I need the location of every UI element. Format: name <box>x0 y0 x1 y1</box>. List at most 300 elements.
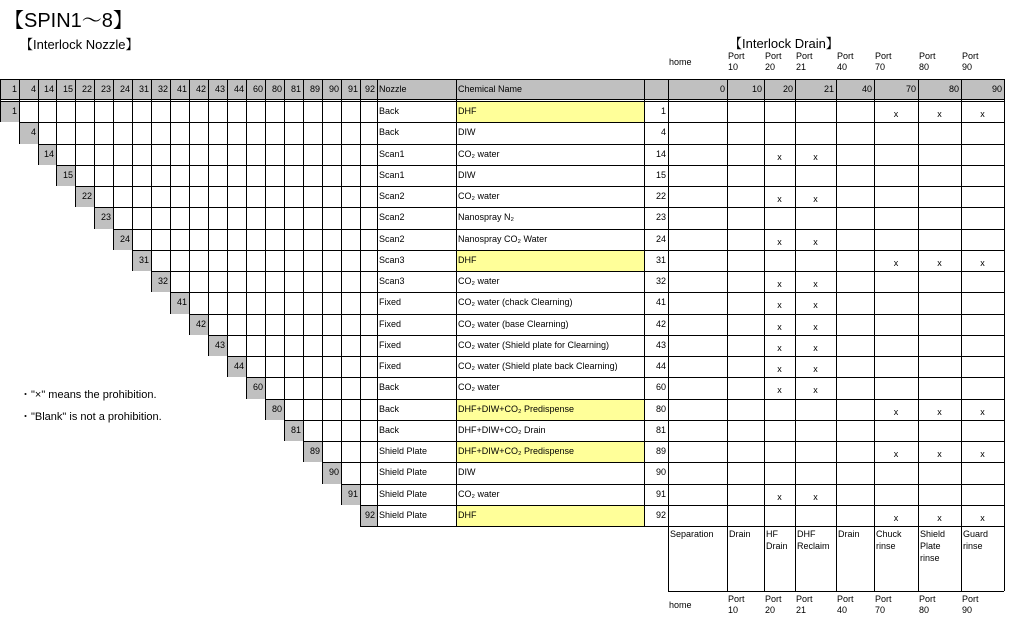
interlock-mark-cell <box>727 144 764 165</box>
interlock-mark-cell <box>727 122 764 143</box>
drain-value-header: 20 <box>764 79 795 99</box>
nozzle-name-cell: Fixed <box>379 361 402 371</box>
interlock-mark-cell: x <box>893 257 899 268</box>
interlock-mark-cell <box>668 271 727 292</box>
chemical-name-cell: CO₂ water (base Clearning) <box>458 318 569 329</box>
grid-line <box>19 122 1004 123</box>
note-blank: ・"Blank" is not a prohibition. <box>20 411 162 423</box>
interlock-mark-cell <box>874 462 918 483</box>
interlock-mark-cell <box>961 420 1004 441</box>
diagonal-nozzle-cell: 81 <box>284 420 303 441</box>
interlock-mark-cell <box>836 122 874 143</box>
interlock-mark-cell: x <box>813 385 818 396</box>
drain-port-label-bottom: Port 10 <box>728 594 745 615</box>
nozzle-col-header: 90 <box>322 79 341 99</box>
grid-line <box>668 79 669 591</box>
interlock-mark-cell <box>727 186 764 207</box>
interlock-mark-cell <box>918 462 961 483</box>
interlock-mark-cell <box>764 462 795 483</box>
interlock-mark-cell <box>918 292 961 313</box>
interlock-mark-cell <box>727 441 764 462</box>
nozzle-col-header: 60 <box>246 79 265 99</box>
drain-home-label: home <box>669 57 692 67</box>
row-number-cell: 90 <box>655 467 666 478</box>
separation-cell: Guard rinse <box>963 529 989 551</box>
nozzle-name-cell: Fixed <box>379 297 402 308</box>
interlock-mark-cell <box>668 207 727 228</box>
interlock-mark-cell: x <box>937 449 942 459</box>
interlock-mark-cell <box>668 356 727 377</box>
diagonal-nozzle-cell: 44 <box>227 356 246 377</box>
chemical-name-cell: CO₂ water (chack Clearning) <box>458 297 573 308</box>
nozzle-name-cell: Scan1 <box>379 169 405 180</box>
nozzle-name-cell: Shield Plate <box>379 488 428 499</box>
interlock-mark-cell <box>795 462 836 483</box>
nozzle-name-cell: Scan2 <box>379 212 405 223</box>
drain-port-label-bottom: Port 40 <box>837 594 854 615</box>
interlock-mark-cell <box>836 250 874 271</box>
grid-line <box>94 79 95 229</box>
interlock-mark-cell <box>795 165 836 186</box>
interlock-mark-cell: x <box>893 406 899 417</box>
nozzle-col-header: 31 <box>132 79 151 99</box>
interlock-mark-cell <box>727 484 764 505</box>
interlock-mark-cell <box>836 462 874 483</box>
interlock-mark-cell: x <box>980 512 985 523</box>
grid-line <box>208 79 209 356</box>
interlock-mark-cell <box>727 377 764 398</box>
nozzle-col-header: 89 <box>303 79 322 99</box>
grid-line <box>56 165 1004 166</box>
grid-line <box>360 526 1004 527</box>
interlock-mark-cell <box>668 377 727 398</box>
nozzle-name-cell: Scan2 <box>379 233 405 244</box>
interlock-mark-cell <box>795 505 836 526</box>
interlock-mark-cell: x <box>980 257 985 268</box>
interlock-mark-cell: x <box>893 512 899 523</box>
interlock-mark-cell <box>764 399 795 420</box>
nozzle-name-cell: Shield Plate <box>379 509 428 520</box>
interlock-mark-cell: x <box>937 109 942 119</box>
interlock-mark-cell <box>795 207 836 228</box>
interlock-mark-cell <box>961 165 1004 186</box>
interlock-mark-cell <box>836 292 874 313</box>
interlock-mark-cell <box>668 335 727 356</box>
diagonal-nozzle-cell: 32 <box>151 271 170 292</box>
nozzle-col-header: 14 <box>38 79 56 99</box>
interlock-mark-cell <box>836 377 874 398</box>
chemical-name-cell: CO₂ water <box>458 488 500 499</box>
chemical-name-cell: CO₂ water <box>458 276 500 286</box>
interlock-mark-cell <box>727 165 764 186</box>
grid-line <box>227 356 1004 357</box>
interlock-mark-cell <box>961 144 1004 165</box>
grid-line <box>38 144 1004 145</box>
grid-line <box>341 484 1004 485</box>
grid-line <box>265 399 1004 400</box>
interlock-mark-cell: x <box>813 279 818 289</box>
grid-line <box>322 79 323 484</box>
interlock-mark-cell: x <box>813 342 818 353</box>
interlock-mark-cell <box>874 292 918 313</box>
interlock-mark-cell <box>961 229 1004 250</box>
nozzle-name-cell: Back <box>379 403 400 414</box>
interlock-mark-cell <box>836 356 874 377</box>
interlock-mark-cell <box>764 165 795 186</box>
interlock-mark-cell: x <box>777 364 782 374</box>
chemical-name-cell: DHF <box>456 250 644 271</box>
interlock-mark-cell <box>668 144 727 165</box>
nozzle-name-cell: Fixed <box>379 318 402 329</box>
interlock-mark-cell <box>836 229 874 250</box>
nozzle-header: Nozzle <box>377 79 456 99</box>
interlock-mark-cell <box>836 441 874 462</box>
nozzle-name-cell: Back <box>379 127 400 138</box>
grid-line <box>918 79 919 591</box>
row-number-cell: 31 <box>655 254 666 265</box>
row-number-cell: 42 <box>655 318 666 329</box>
drain-port-label: Port 10 <box>728 51 745 72</box>
row-number-cell: 91 <box>655 488 666 499</box>
nozzle-col-header: 1 <box>0 79 19 99</box>
interlock-mark-cell <box>961 335 1004 356</box>
interlock-mark-cell <box>727 314 764 335</box>
interlock-mark-cell <box>727 271 764 292</box>
grid-line <box>208 335 1004 336</box>
diagonal-nozzle-cell: 14 <box>38 144 56 165</box>
interlock-mark-cell <box>918 165 961 186</box>
interlock-mark-cell <box>874 314 918 335</box>
row-number-cell: 1 <box>660 106 666 116</box>
nozzle-col-header: 32 <box>151 79 170 99</box>
chemical-name-cell: DIW <box>458 169 476 180</box>
interlock-mark-cell <box>668 484 727 505</box>
interlock-mark-cell <box>918 377 961 398</box>
drain-port-label: Port 20 <box>765 51 782 72</box>
nozzle-name-cell: Scan3 <box>379 276 405 286</box>
row-number-cell: 89 <box>655 446 666 456</box>
nozzle-name-cell: Scan3 <box>379 254 405 265</box>
interlock-mark-cell: x <box>777 279 782 289</box>
separation-cell: Shield Plate rinse <box>920 529 946 563</box>
interlock-mark-cell <box>836 420 874 441</box>
interlock-mark-cell: x <box>777 491 782 502</box>
nozzle-col-header: 4 <box>19 79 38 99</box>
interlock-mark-cell <box>961 271 1004 292</box>
interlock-mark-cell: x <box>777 236 782 247</box>
interlock-mark-cell <box>836 144 874 165</box>
grid-line <box>668 591 1004 592</box>
interlock-mark-cell <box>836 505 874 526</box>
interlock-mark-cell: x <box>813 321 818 332</box>
grid-line <box>284 79 285 441</box>
nozzle-col-header: 80 <box>265 79 284 99</box>
drain-port-label-bottom: Port 21 <box>796 594 813 615</box>
interlock-mark-cell <box>961 484 1004 505</box>
nozzle-name-cell: Scan1 <box>379 148 405 159</box>
row-number-cell: 60 <box>655 382 666 393</box>
grid-line <box>246 79 247 399</box>
nozzle-name-cell: Scan2 <box>379 191 405 201</box>
interlock-mark-cell: x <box>813 364 818 374</box>
grid-line <box>132 79 133 271</box>
row-number-cell: 44 <box>655 361 666 371</box>
interlock-mark-cell <box>961 377 1004 398</box>
interlock-drain-label: 【Interlock Drain】 <box>729 36 839 51</box>
interlock-mark-cell <box>727 420 764 441</box>
separation-cell: HF Drain <box>766 529 788 551</box>
grid-line <box>874 79 875 591</box>
drain-value-header: 90 <box>961 79 1004 99</box>
number-header-blank <box>644 79 668 99</box>
interlock-mark-cell <box>918 484 961 505</box>
diagonal-nozzle-cell: 31 <box>132 250 151 271</box>
interlock-mark-cell <box>795 399 836 420</box>
interlock-mark-cell: x <box>937 406 942 417</box>
nozzle-col-header: 15 <box>56 79 75 99</box>
interlock-mark-cell <box>918 420 961 441</box>
grid-line <box>151 79 152 292</box>
grid-line <box>360 79 361 526</box>
interlock-mark-cell <box>836 484 874 505</box>
interlock-mark-cell <box>918 122 961 143</box>
interlock-mark-cell <box>668 292 727 313</box>
interlock-mark-cell <box>668 462 727 483</box>
interlock-mark-cell <box>668 505 727 526</box>
nozzle-name-cell: Shield Plate <box>379 446 428 456</box>
row-number-cell: 81 <box>655 424 666 435</box>
grid-line <box>189 314 1004 315</box>
grid-line <box>836 79 837 591</box>
chemical-name-cell: Nanospray N₂ <box>458 212 515 223</box>
grid-line <box>75 186 1004 187</box>
nozzle-name-cell: Shield Plate <box>379 467 428 478</box>
grid-line <box>456 79 457 526</box>
drain-port-label-bottom: Port 20 <box>765 594 782 615</box>
separation-cell: Chuck rinse <box>876 529 902 551</box>
nozzle-col-header: 41 <box>170 79 189 99</box>
grid-line <box>764 79 765 591</box>
interlock-mark-cell <box>918 144 961 165</box>
grid-line <box>644 79 645 526</box>
grid-line <box>19 79 20 144</box>
interlock-mark-cell <box>961 356 1004 377</box>
diagonal-nozzle-cell: 91 <box>341 484 360 505</box>
drain-value-header: 10 <box>727 79 764 99</box>
grid-line <box>303 441 1004 442</box>
interlock-mark-cell: x <box>777 321 782 332</box>
interlock-mark-cell <box>836 101 874 122</box>
interlock-mark-cell <box>918 335 961 356</box>
separation-cell: Drain <box>729 529 751 539</box>
interlock-mark-cell <box>727 229 764 250</box>
diagonal-nozzle-cell: 89 <box>303 441 322 462</box>
drain-port-label-bottom: Port 70 <box>875 594 892 615</box>
interlock-mark-cell: x <box>777 151 782 162</box>
drain-port-label: Port 21 <box>796 51 813 72</box>
interlock-mark-cell: x <box>980 449 985 459</box>
grid-line <box>38 79 39 165</box>
diagonal-nozzle-cell: 22 <box>75 186 94 207</box>
row-number-cell: 80 <box>655 403 666 414</box>
diagonal-nozzle-cell: 90 <box>322 462 341 483</box>
grid-line <box>75 79 76 207</box>
interlock-mark-cell: x <box>813 151 818 162</box>
drain-value-header: 70 <box>874 79 918 99</box>
nozzle-col-header: 24 <box>113 79 132 99</box>
interlock-mark-cell <box>874 186 918 207</box>
interlock-mark-cell: x <box>937 257 942 268</box>
diagonal-nozzle-cell: 43 <box>208 335 227 356</box>
interlock-mark-cell <box>874 271 918 292</box>
diagonal-nozzle-cell: 1 <box>0 101 19 122</box>
nozzle-name-cell: Back <box>379 424 400 435</box>
row-number-cell: 23 <box>655 212 666 223</box>
nozzle-col-header: 43 <box>208 79 227 99</box>
nozzle-col-header: 92 <box>360 79 377 99</box>
interlock-mark-cell <box>961 186 1004 207</box>
interlock-mark-cell <box>668 122 727 143</box>
grid-line <box>303 79 304 462</box>
interlock-mark-cell <box>764 207 795 228</box>
interlock-mark-cell <box>874 420 918 441</box>
nozzle-col-header: 42 <box>189 79 208 99</box>
chemical-name-cell: DHF+DIW+CO₂ Drain <box>458 424 546 435</box>
interlock-mark-cell <box>918 229 961 250</box>
interlock-mark-cell <box>668 165 727 186</box>
interlock-mark-cell: x <box>893 449 899 459</box>
interlock-mark-cell <box>668 314 727 335</box>
interlock-mark-cell <box>836 314 874 335</box>
grid-line <box>322 462 1004 463</box>
interlock-mark-cell <box>668 250 727 271</box>
interlock-mark-cell <box>795 420 836 441</box>
grid-line <box>151 271 1004 272</box>
interlock-mark-cell <box>874 165 918 186</box>
interlock-mark-cell <box>727 101 764 122</box>
chemical-name-cell: DHF <box>456 505 644 526</box>
grid-line <box>94 207 1004 208</box>
interlock-mark-cell <box>764 250 795 271</box>
interlock-mark-cell <box>764 122 795 143</box>
interlock-mark-cell <box>764 101 795 122</box>
chemical-name-cell: CO₂ water <box>458 148 500 159</box>
diagonal-nozzle-cell: 4 <box>19 122 38 143</box>
separation-cell: DHF Reclaim <box>797 529 830 551</box>
drain-value-header: 0 <box>668 79 727 99</box>
interlock-mark-cell <box>727 462 764 483</box>
row-number-cell: 22 <box>655 191 666 201</box>
interlock-mark-cell <box>668 229 727 250</box>
interlock-mark-cell <box>874 229 918 250</box>
interlock-mark-cell <box>918 271 961 292</box>
nozzle-col-header: 91 <box>341 79 360 99</box>
interlock-mark-cell <box>795 441 836 462</box>
interlock-mark-cell: x <box>980 406 985 417</box>
grid-line <box>341 79 342 505</box>
grid-line <box>1004 79 1005 591</box>
nozzle-col-header: 23 <box>94 79 113 99</box>
grid-line <box>727 79 728 591</box>
nozzle-col-header: 81 <box>284 79 303 99</box>
row-number-cell: 32 <box>655 276 666 286</box>
chemical-name-cell: CO₂ water <box>458 191 500 201</box>
drain-value-header: 21 <box>795 79 836 99</box>
page-title: 【SPIN1～8】 <box>4 10 133 32</box>
grid-line <box>189 79 190 335</box>
interlock-mark-cell <box>727 207 764 228</box>
interlock-mark-cell: x <box>777 342 782 353</box>
row-number-cell: 14 <box>655 148 666 159</box>
interlock-mark-cell <box>874 144 918 165</box>
chemical-header: Chemical Name <box>456 79 644 99</box>
diagonal-nozzle-cell: 23 <box>94 207 113 228</box>
row-number-cell: 4 <box>660 127 666 138</box>
drain-home-label-bottom: home <box>669 600 692 610</box>
interlock-mark-cell <box>961 292 1004 313</box>
grid-line <box>795 79 796 591</box>
row-number-cell: 15 <box>655 169 666 180</box>
diagonal-nozzle-cell: 92 <box>360 505 377 526</box>
interlock-mark-cell <box>727 399 764 420</box>
drain-port-label: Port 80 <box>919 51 936 72</box>
interlock-mark-cell <box>961 462 1004 483</box>
drain-port-label: Port 40 <box>837 51 854 72</box>
chemical-name-cell: DHF <box>456 101 644 122</box>
grid-line <box>377 79 378 526</box>
interlock-mark-cell <box>874 122 918 143</box>
grid-line <box>227 79 228 377</box>
interlock-mark-cell: x <box>777 385 782 396</box>
interlock-mark-cell <box>836 207 874 228</box>
row-number-cell: 41 <box>655 297 666 308</box>
interlock-mark-cell: x <box>893 109 899 119</box>
grid-line <box>265 79 266 420</box>
interlock-mark-cell <box>727 505 764 526</box>
interlock-mark-cell <box>836 335 874 356</box>
interlock-mark-cell <box>918 356 961 377</box>
interlock-mark-cell <box>961 122 1004 143</box>
chemical-name-cell: CO₂ water (Shield plate back Clearning) <box>458 361 618 371</box>
drain-value-header: 80 <box>918 79 961 99</box>
chemical-name-cell: DIW <box>458 467 476 478</box>
interlock-mark-cell: x <box>813 491 818 502</box>
separation-cell: Separation <box>670 529 714 539</box>
nozzle-name-cell: Back <box>379 106 400 116</box>
interlock-mark-cell <box>727 292 764 313</box>
grid-line <box>113 79 114 250</box>
interlock-mark-cell <box>795 250 836 271</box>
interlock-mark-cell <box>836 399 874 420</box>
grid-line <box>0 79 1 122</box>
chemical-name-cell: DHF+DIW+CO₂ Predispense <box>456 441 644 462</box>
interlock-mark-cell <box>668 186 727 207</box>
interlock-mark-cell <box>764 420 795 441</box>
chemical-name-cell: DHF+DIW+CO₂ Predispense <box>456 399 644 420</box>
interlock-mark-cell <box>668 101 727 122</box>
nozzle-name-cell: Fixed <box>379 339 402 350</box>
chemical-name-cell: CO₂ water (Shield plate for Clearning) <box>458 339 610 350</box>
interlock-mark-cell <box>836 165 874 186</box>
interlock-mark-cell: x <box>777 194 782 204</box>
nozzle-name-cell: Back <box>379 382 400 393</box>
nozzle-col-header: 44 <box>227 79 246 99</box>
row-number-cell: 43 <box>655 339 666 350</box>
interlock-mark-cell <box>668 441 727 462</box>
nozzle-col-header: 22 <box>75 79 94 99</box>
interlock-mark-cell <box>764 505 795 526</box>
diagonal-nozzle-cell: 60 <box>246 377 265 398</box>
